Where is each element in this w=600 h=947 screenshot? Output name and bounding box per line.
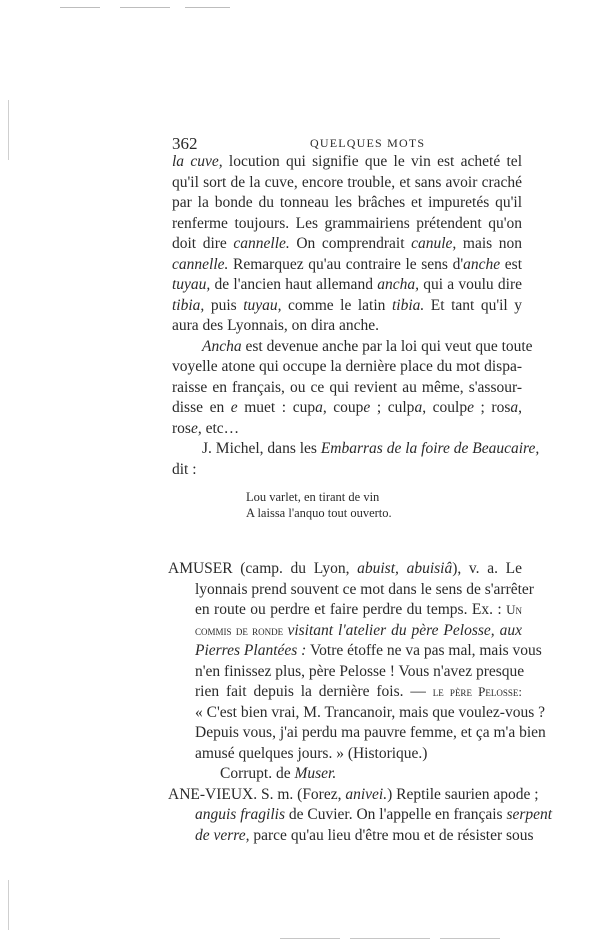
text-segment: disse en xyxy=(172,399,231,416)
text-segment: , coup xyxy=(322,399,364,416)
text-segment: ros xyxy=(172,419,191,437)
text-segment: la cuve, xyxy=(172,153,223,170)
text-line xyxy=(172,580,534,601)
text-segment: Votre étoffe ne va pas mal, mais vous xyxy=(306,642,542,659)
text-line xyxy=(172,378,522,399)
text-line xyxy=(172,357,522,378)
bottom-scan-rule xyxy=(280,938,340,939)
text-segment: de verre, xyxy=(195,826,250,844)
text-segment: Embarras de la foire de Beaucaire, xyxy=(320,440,540,457)
page-header xyxy=(172,134,522,154)
text-segment: Muser. xyxy=(294,765,337,782)
text-segment: tuyau, xyxy=(243,296,282,314)
text-segment: ; culp xyxy=(370,399,415,416)
text-line xyxy=(172,826,534,847)
bottom-scan-rule xyxy=(350,938,430,939)
text-segment: e xyxy=(363,399,371,416)
text-line xyxy=(172,173,522,194)
text-segment: en route ou perdre et faire perdre du temps. Ex. : xyxy=(195,601,507,618)
text-segment: ANE-VIEUX. S. m. (Forez, xyxy=(168,785,346,803)
text-segment: On comprendrait xyxy=(289,235,412,252)
text-segment: ; ros xyxy=(473,399,511,416)
top-scan-rule xyxy=(185,7,230,8)
text-segment: Lou varlet, en tirant de vin xyxy=(246,490,380,504)
text-segment: amusé quelques jours. » (Historique.) xyxy=(195,744,428,762)
left-scan-mark xyxy=(8,880,9,930)
text-line xyxy=(172,214,522,235)
text-line xyxy=(172,703,545,724)
text-line xyxy=(172,764,522,785)
text-segment: Pierres Plantées : xyxy=(195,642,307,659)
text-segment: Depuis vous, j'ai perdu ma pauvre femme, et ça m'a bien xyxy=(195,724,546,741)
text-segment: a xyxy=(510,399,519,416)
text-segment: , xyxy=(518,399,522,416)
text-line xyxy=(172,682,522,703)
text-line xyxy=(172,419,522,440)
text-segment: e xyxy=(190,419,198,437)
text-segment: aura des Lyonnais, on dira anche. xyxy=(172,317,380,334)
text-segment: mais non xyxy=(456,235,523,252)
text-segment: dit : xyxy=(172,460,197,478)
text-segment: a xyxy=(315,399,323,416)
text-line xyxy=(172,275,522,296)
text-segment: est devenue anche par la loi qui veut que toute xyxy=(241,337,533,355)
text-segment: Un xyxy=(506,602,522,617)
text-line xyxy=(172,662,525,683)
text-segment: anguis fragilis xyxy=(195,806,286,823)
text-segment: tibia, xyxy=(172,296,205,314)
left-scan-mark xyxy=(8,100,9,160)
text-line xyxy=(172,744,522,765)
text-segment: visitant l'atelier du père Pelosse, aux xyxy=(287,621,522,639)
text-line xyxy=(172,723,546,744)
text-segment: par la bonde du tonneau les brâches et impuretés qu'il xyxy=(172,194,522,211)
text-line xyxy=(172,398,522,419)
text-segment: canule, xyxy=(411,235,457,252)
text-line xyxy=(172,296,522,317)
text-segment: cannelle. xyxy=(233,235,290,252)
verse-line xyxy=(172,489,522,505)
text-segment: e xyxy=(230,399,238,416)
text-line xyxy=(172,621,522,642)
text-segment: ), v. a. Le xyxy=(452,560,522,577)
text-segment: de Cuvier. On l'appelle en français xyxy=(285,806,507,823)
text-segment: tibia. xyxy=(391,296,425,314)
text-segment: Ancha xyxy=(202,337,242,355)
top-scan-rule xyxy=(60,7,100,8)
text-segment: raisse en français, ou ce qui revient au même, s'assour- xyxy=(172,378,522,396)
text-segment: serpent xyxy=(506,806,553,823)
text-segment: est xyxy=(500,255,522,273)
text-segment: anivei. xyxy=(345,785,388,803)
running-head: QUELQUES MOTS xyxy=(310,136,426,150)
text-line xyxy=(172,460,522,481)
text-line xyxy=(172,152,522,173)
text-segment: e xyxy=(467,399,474,416)
text-segment: , etc… xyxy=(197,419,240,437)
text-segment: , coulp xyxy=(422,399,468,416)
text-segment: cannelle. xyxy=(172,255,229,273)
text-segment: anche xyxy=(463,255,501,273)
text-line xyxy=(172,805,553,826)
text-line xyxy=(172,234,522,255)
text-segment: Remarquez qu'au contraire le sens d' xyxy=(228,255,464,273)
text-segment: comme le latin xyxy=(281,296,392,314)
text-segment: renferme toujours. Les grammairiens prétendent qu'on xyxy=(172,214,522,232)
body-text xyxy=(168,152,553,846)
text-segment: puis xyxy=(204,296,244,314)
text-segment: muet : cup xyxy=(237,399,316,416)
text-segment: doit dire xyxy=(172,235,234,252)
page-number: 362 xyxy=(172,134,198,153)
bottom-scan-rule xyxy=(440,938,500,939)
text-segment: lyonnais prend souvent ce mot dans le sens de s'arrêter xyxy=(195,580,534,598)
entry-headword-line xyxy=(168,559,522,580)
text-segment: qui a voulu dire xyxy=(418,276,523,293)
text-segment: le père Pelosse: xyxy=(432,684,522,699)
text-line xyxy=(172,193,522,214)
text-segment: abuist, abuisiâ xyxy=(357,560,453,577)
top-scan-rule xyxy=(120,7,170,8)
verse-line xyxy=(172,505,522,521)
text-segment: AMUSER (camp. du Lyon, xyxy=(168,560,358,577)
text-segment: qu'il sort de la cuve, encore trouble, et sans avoir craché xyxy=(172,173,522,191)
text-segment: J. Michel, dans les xyxy=(202,440,321,457)
text-line xyxy=(172,600,522,621)
entry-headword-line xyxy=(168,785,539,806)
text-segment: Corrupt. de xyxy=(220,765,295,782)
text-segment: commis de ronde xyxy=(195,622,288,638)
text-segment: de l'ancien haut allemand xyxy=(210,276,378,293)
text-segment: ancha, xyxy=(377,276,419,293)
text-line xyxy=(172,439,540,460)
text-segment: « C'est bien vrai, M. Trancanoir, mais que voulez-vous ? xyxy=(195,703,545,721)
text-segment: A laissa l'anquo tout ouverto. xyxy=(246,506,392,520)
text-segment: tuyau, xyxy=(172,276,211,293)
text-line xyxy=(172,316,522,337)
text-line xyxy=(172,255,522,276)
text-line xyxy=(172,641,542,662)
text-line xyxy=(172,337,533,358)
text-segment: parce qu'au lieu d'être mou et de résister sous xyxy=(249,826,534,844)
text-segment: ) Reptile saurien apode ; xyxy=(387,785,539,803)
text-segment: Et tant qu'il y xyxy=(424,296,523,314)
text-segment: rien fait depuis la dernière fois. — xyxy=(195,683,433,700)
text-segment: a xyxy=(414,399,423,416)
text-segment: voyelle atone qui occupe la dernière place du mot dispa- xyxy=(172,358,522,375)
text-segment: n'en finissez plus, père Pelosse ! Vous n'avez presque xyxy=(195,662,525,680)
text-segment: locution qui signifie que le vin est acheté tel xyxy=(222,153,522,170)
